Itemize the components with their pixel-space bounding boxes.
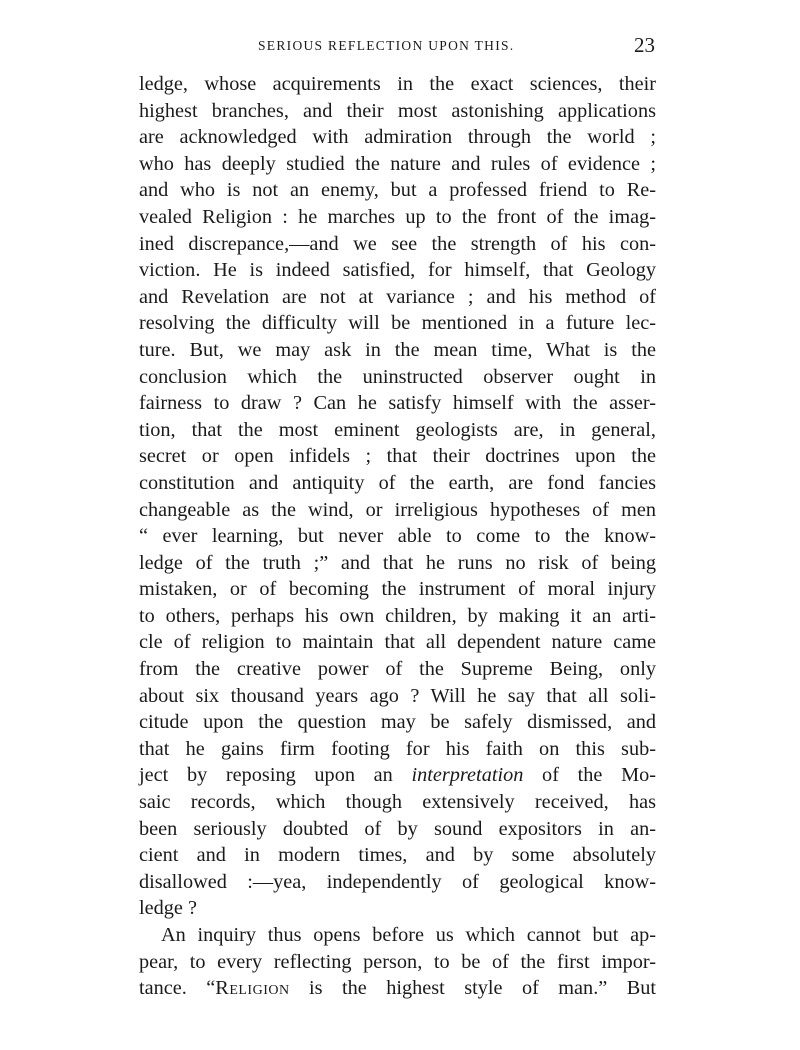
text-fragment: tance. “ bbox=[139, 977, 216, 1000]
text-line: who has deeply studied the nature and rules of evidence ; bbox=[139, 152, 656, 175]
text-line: ture. But, we may ask in the mean time, What is the bbox=[139, 338, 656, 361]
text-line: vealed Religion : he marches up to the front of the imag- bbox=[139, 205, 656, 228]
text-line: cle of religion to maintain that all dependent nature came bbox=[139, 631, 656, 654]
text-line: An inquiry thus opens before us which cannot but ap- bbox=[161, 924, 656, 946]
small-caps-word: Religion bbox=[215, 977, 290, 1000]
text-line: that he gains firm footing for his faith on this sub- bbox=[139, 737, 656, 760]
text-line: from the creative power of the Supreme Being, only bbox=[139, 658, 656, 681]
text-line: disallowed :—yea, independently of geological know- bbox=[139, 870, 656, 893]
running-title: SERIOUS REFLECTION UPON THIS. bbox=[258, 38, 515, 53]
text-line: changeable as the wind, or irreligious hypotheses of men bbox=[139, 498, 656, 521]
text-line: pear, to every reflecting person, to be of the first impor- bbox=[139, 950, 656, 973]
text-fragment: ject by reposing upon an bbox=[139, 764, 412, 787]
running-head bbox=[140, 34, 655, 58]
text-line: ledge ? bbox=[139, 897, 197, 920]
text-line: viction. He is indeed satisfied, for himself, that Geology bbox=[139, 259, 656, 282]
text-line: citude upon the question may be safely dismissed, and bbox=[139, 711, 656, 734]
text-line: constitution and antiquity of the earth, are fond fancies bbox=[139, 471, 656, 494]
body-text bbox=[139, 71, 656, 1002]
text-line: cient and in modern times, and by some absolutely bbox=[139, 844, 656, 867]
text-line-with-italic bbox=[139, 762, 656, 789]
text-line-with-small-caps bbox=[139, 975, 656, 1002]
text-line: to others, perhaps his own children, by making it an arti- bbox=[139, 604, 656, 627]
text-line: conclusion which the uninstructed observer ought in bbox=[139, 365, 656, 388]
text-line: fairness to draw ? Can he satisfy himself with the asser- bbox=[139, 392, 656, 415]
text-line: ined discrepance,—and we see the strength of his con- bbox=[139, 232, 656, 255]
text-line: ledge, whose acquirements in the exact sciences, their bbox=[139, 73, 656, 95]
page-number: 23 bbox=[634, 33, 655, 57]
paragraph-2 bbox=[139, 922, 656, 1002]
text-line: resolving the difficulty will be mentioned in a future lec- bbox=[139, 312, 656, 335]
text-line: highest branches, and their most astonishing applications bbox=[139, 99, 656, 122]
text-line: ledge of the truth ;” and that he runs no risk of being bbox=[139, 551, 656, 574]
text-line: “ ever learning, but never able to come to the know- bbox=[139, 525, 656, 548]
text-line: are acknowledged with admiration through the world ; bbox=[139, 126, 656, 149]
text-line: about six thousand years ago ? Will he say that all soli- bbox=[139, 684, 656, 707]
text-line: saic records, which though extensively received, has bbox=[139, 791, 656, 814]
text-line: tion, that the most eminent geologists are, in general, bbox=[139, 418, 656, 441]
paragraph-1 bbox=[139, 71, 656, 922]
text-fragment: is the highest style of man.” But bbox=[289, 977, 656, 1000]
text-line: and Revelation are not at variance ; and his method of bbox=[139, 285, 656, 308]
text-line: been seriously doubted of by sound expositors in an- bbox=[139, 817, 656, 840]
text-line: secret or open infidels ; that their doctrines upon the bbox=[139, 445, 656, 468]
text-fragment: of the Mo- bbox=[523, 764, 656, 787]
text-line: mistaken, or of becoming the instrument of moral injury bbox=[139, 578, 656, 601]
italic-word: interpretation bbox=[411, 764, 524, 787]
text-line: and who is not an enemy, but a professed friend to Re- bbox=[139, 179, 656, 202]
